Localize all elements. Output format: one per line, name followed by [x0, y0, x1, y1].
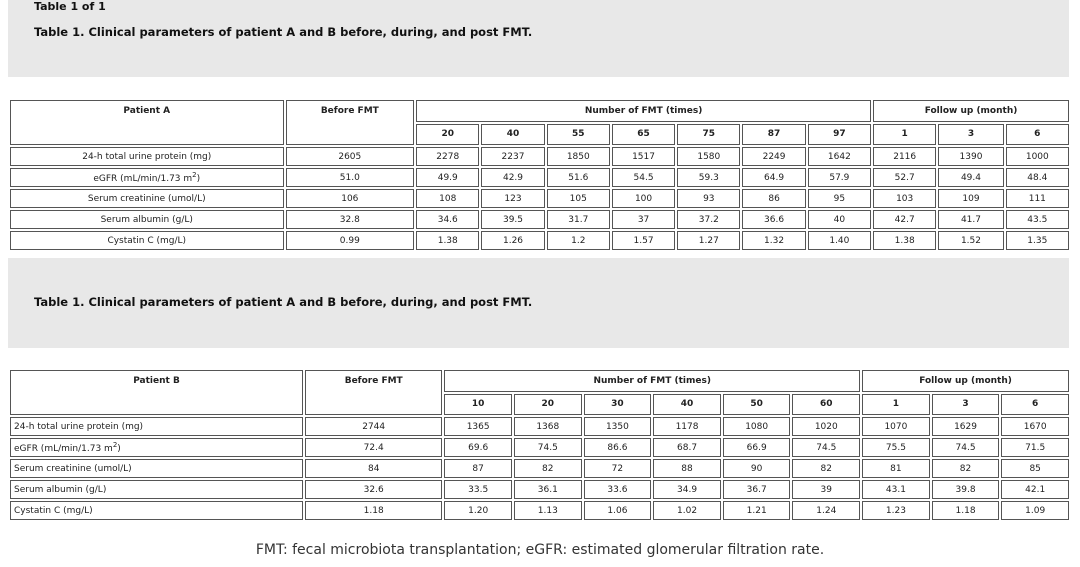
table-cell: 95 — [808, 189, 871, 208]
table-cell: 71.5 — [1001, 438, 1069, 457]
table-counter: Table 1 of 1 — [34, 0, 106, 13]
table-cell: 1.32 — [742, 231, 805, 250]
table-footnote: FMT: fecal microbiota transplantation; eGFR: estimated glomerular filtration rate. — [255, 542, 825, 558]
table-cell: 1365 — [444, 417, 512, 436]
table-cell: 49.4 — [938, 168, 1003, 187]
row-label-text: eGFR (mL/min/1.73 m — [14, 444, 113, 454]
table-cell: 1.52 — [938, 231, 1003, 250]
row-label: 24-h total urine protein (mg) — [10, 417, 303, 436]
table-cell: 2116 — [873, 147, 936, 166]
table-cell: 57.9 — [808, 168, 871, 187]
table-cell: 84 — [305, 459, 442, 478]
fmt-column-header: 60 — [792, 394, 860, 416]
table-cell: 74.5 — [932, 438, 1000, 457]
table-cell: 75.5 — [862, 438, 930, 457]
row-label-suffix: ) — [196, 174, 201, 184]
follow-up-group-header: Follow up (month) — [862, 370, 1069, 392]
table-cell: 51.6 — [547, 168, 610, 187]
table-cell: 36.1 — [514, 480, 582, 499]
table-cell: 1178 — [653, 417, 721, 436]
table-cell: 1.26 — [481, 231, 544, 250]
fmt-column-header: 75 — [677, 124, 740, 146]
table-cell: 82 — [932, 459, 1000, 478]
before-fmt-header: Before FMT — [286, 100, 415, 145]
row-label: Serum creatinine (umol/L) — [10, 189, 284, 208]
table-cell: 1.27 — [677, 231, 740, 250]
table-cell: 51.0 — [286, 168, 415, 187]
table-cell: 82 — [792, 459, 860, 478]
fmt-column-header: 97 — [808, 124, 871, 146]
row-label: Serum albumin (g/L) — [10, 210, 284, 229]
table-cell: 1350 — [584, 417, 652, 436]
table-cell: 43.5 — [1006, 210, 1069, 229]
table-cell: 1.35 — [1006, 231, 1069, 250]
table-row — [10, 480, 1069, 499]
table-cell: 72 — [584, 459, 652, 478]
table-cell: 1.57 — [612, 231, 675, 250]
table-cell: 32.8 — [286, 210, 415, 229]
table-cell: 100 — [612, 189, 675, 208]
fmt-column-header: 20 — [514, 394, 582, 416]
table-cell: 74.5 — [514, 438, 582, 457]
table-cell: 41.7 — [938, 210, 1003, 229]
table-cell: 1390 — [938, 147, 1003, 166]
table-cell: 108 — [416, 189, 479, 208]
follow-up-group-header: Follow up (month) — [873, 100, 1069, 122]
table-row — [10, 438, 1069, 457]
table-row — [10, 231, 1069, 250]
table-cell: 1.2 — [547, 231, 610, 250]
fmt-column-header: 20 — [416, 124, 479, 146]
table-cell: 1670 — [1001, 417, 1069, 436]
table-cell: 34.9 — [653, 480, 721, 499]
row-label: 24-h total urine protein (mg) — [10, 147, 284, 166]
table-cell: 1080 — [723, 417, 791, 436]
before-fmt-header: Before FMT — [305, 370, 442, 415]
table-cell: 1.23 — [862, 501, 930, 520]
table-row — [10, 189, 1069, 208]
table-cell: 39.8 — [932, 480, 1000, 499]
table-cell: 86.6 — [584, 438, 652, 457]
table-cell: 1.24 — [792, 501, 860, 520]
fmt-column-header: 10 — [444, 394, 512, 416]
patient-b-header: Patient B — [10, 370, 303, 415]
table-cell: 42.7 — [873, 210, 936, 229]
table-cell: 106 — [286, 189, 415, 208]
table-cell: 93 — [677, 189, 740, 208]
row-label: Serum creatinine (umol/L) — [10, 459, 303, 478]
table-cell: 72.4 — [305, 438, 442, 457]
table-cell: 1.38 — [416, 231, 479, 250]
fmt-column-header: 65 — [612, 124, 675, 146]
table-cell: 123 — [481, 189, 544, 208]
patient-a-header: Patient A — [10, 100, 284, 145]
table-cell: 68.7 — [653, 438, 721, 457]
table-cell: 1629 — [932, 417, 1000, 436]
table-cell: 32.6 — [305, 480, 442, 499]
follow-column-header: 6 — [1001, 394, 1069, 416]
table-cell: 2237 — [481, 147, 544, 166]
table-cell: 1368 — [514, 417, 582, 436]
table-cell: 1.20 — [444, 501, 512, 520]
table-cell: 52.7 — [873, 168, 936, 187]
table-cell: 1.06 — [584, 501, 652, 520]
fmt-column-header: 40 — [653, 394, 721, 416]
table-cell: 1020 — [792, 417, 860, 436]
row-label: Cystatin C (mg/L) — [10, 231, 284, 250]
table-caption-second: Table 1. Clinical parameters of patient A and B before, during, and post FMT. — [34, 295, 533, 309]
fmt-column-header: 87 — [742, 124, 805, 146]
table-cell: 36.6 — [742, 210, 805, 229]
table-cell: 1.21 — [723, 501, 791, 520]
table-cell: 34.6 — [416, 210, 479, 229]
table-cell: 81 — [862, 459, 930, 478]
table-cell: 54.5 — [612, 168, 675, 187]
table-cell: 1.09 — [1001, 501, 1069, 520]
row-label: Serum albumin (g/L) — [10, 480, 303, 499]
row-label-superscript: 2 — [112, 441, 118, 449]
table-row — [10, 147, 1069, 166]
table-cell: 2249 — [742, 147, 805, 166]
table-cell: 103 — [873, 189, 936, 208]
table-cell: 74.5 — [792, 438, 860, 457]
patient-a-table — [8, 98, 1071, 252]
table-cell: 90 — [723, 459, 791, 478]
table-cell: 59.3 — [677, 168, 740, 187]
table-cell: 1.40 — [808, 231, 871, 250]
table-cell: 31.7 — [547, 210, 610, 229]
table-cell: 37 — [612, 210, 675, 229]
table-cell: 66.9 — [723, 438, 791, 457]
fmt-column-header: 40 — [481, 124, 544, 146]
table-row — [10, 417, 1069, 436]
row-label — [10, 168, 284, 187]
table-cell: 33.5 — [444, 480, 512, 499]
table-cell: 82 — [514, 459, 582, 478]
table-cell: 1.18 — [932, 501, 1000, 520]
table-cell: 88 — [653, 459, 721, 478]
table-cell: 1070 — [862, 417, 930, 436]
fmt-group-header: Number of FMT (times) — [444, 370, 860, 392]
table-row — [10, 168, 1069, 187]
follow-column-header: 3 — [932, 394, 1000, 416]
row-label — [10, 438, 303, 457]
row-label: Cystatin C (mg/L) — [10, 501, 303, 520]
table-cell: 42.1 — [1001, 480, 1069, 499]
fmt-column-header: 30 — [584, 394, 652, 416]
table-row — [10, 210, 1069, 229]
table-cell: 1000 — [1006, 147, 1069, 166]
table-cell: 1.13 — [514, 501, 582, 520]
fmt-group-header: Number of FMT (times) — [416, 100, 871, 122]
table-cell: 2278 — [416, 147, 479, 166]
table-cell: 1.38 — [873, 231, 936, 250]
table-cell: 86 — [742, 189, 805, 208]
table-cell: 43.1 — [862, 480, 930, 499]
table-cell: 64.9 — [742, 168, 805, 187]
table-cell: 111 — [1006, 189, 1069, 208]
table-cell: 49.9 — [416, 168, 479, 187]
follow-column-header: 6 — [1006, 124, 1069, 146]
table-cell: 1580 — [677, 147, 740, 166]
follow-column-header: 3 — [938, 124, 1003, 146]
follow-column-header: 1 — [862, 394, 930, 416]
table-cell: 85 — [1001, 459, 1069, 478]
table-cell: 39.5 — [481, 210, 544, 229]
table-cell: 48.4 — [1006, 168, 1069, 187]
table-a-body — [10, 147, 1069, 250]
table-cell: 2744 — [305, 417, 442, 436]
table-cell: 1850 — [547, 147, 610, 166]
table-row — [10, 501, 1069, 520]
table-cell: 42.9 — [481, 168, 544, 187]
row-label-suffix: ) — [117, 444, 121, 454]
table-cell: 1.02 — [653, 501, 721, 520]
patient-b-table — [8, 368, 1071, 522]
row-label-text: eGFR (mL/min/1.73 m — [93, 174, 193, 184]
table-cell: 1642 — [808, 147, 871, 166]
row-label-superscript: 2 — [192, 171, 197, 179]
table-cell: 1.18 — [305, 501, 442, 520]
follow-column-header: 1 — [873, 124, 936, 146]
table-cell: 109 — [938, 189, 1003, 208]
table-cell: 39 — [792, 480, 860, 499]
table-cell: 2605 — [286, 147, 415, 166]
table-cell: 36.7 — [723, 480, 791, 499]
table-cell: 40 — [808, 210, 871, 229]
table-cell: 69.6 — [444, 438, 512, 457]
table-cell: 0.99 — [286, 231, 415, 250]
table-cell: 1517 — [612, 147, 675, 166]
fmt-column-header: 50 — [723, 394, 791, 416]
table-cell: 87 — [444, 459, 512, 478]
table-caption: Table 1. Clinical parameters of patient A and B before, during, and post FMT. — [34, 25, 533, 39]
table-b-body — [10, 417, 1069, 520]
fmt-column-header: 55 — [547, 124, 610, 146]
table-row — [10, 459, 1069, 478]
table-cell: 37.2 — [677, 210, 740, 229]
table-cell: 105 — [547, 189, 610, 208]
table-cell: 33.6 — [584, 480, 652, 499]
